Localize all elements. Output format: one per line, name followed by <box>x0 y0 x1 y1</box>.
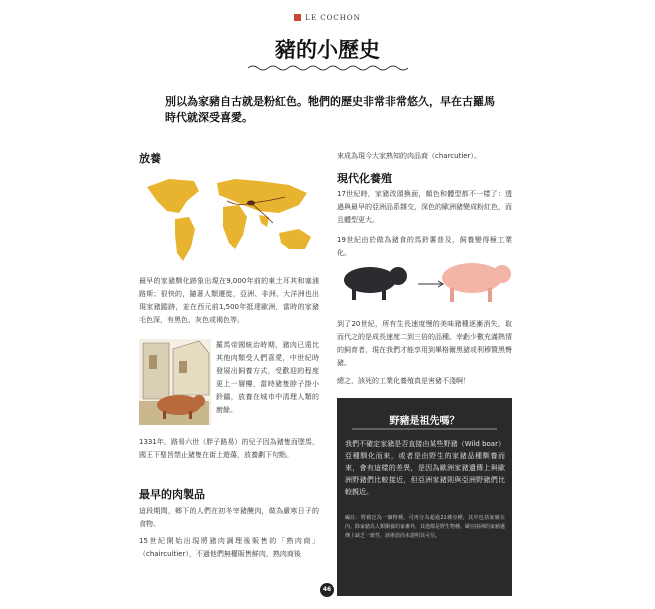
page-number: 46 <box>320 583 334 597</box>
pig-breeds-illustration <box>334 254 512 310</box>
modern-paragraph-2: 19世紀由於做為豬食的馬鈴薯普及，飼養變得極工業化。 <box>337 236 512 257</box>
column2-continuation: 來成為現今大家熟知的肉品商（charcutier）。 <box>337 152 481 160</box>
world-map-illustration <box>139 173 319 265</box>
brand-name: LE COCHON <box>305 14 361 22</box>
section-heading-meat: 最早的肉製品 <box>139 488 205 501</box>
lead-paragraph: 別以為家豬自古就是粉紅色。牠們的歷史非常非常悠久，早在古羅馬時代就深受喜愛。 <box>165 95 495 124</box>
domestication-paragraph-3: 1331年，路易六世（胖子路易）的兒子因為豬隻而墜馬，國王下聖旨禁止豬隻在街上遊蕩，放養劃下句點。 <box>139 438 319 459</box>
section-heading-domestication: 放養 <box>139 152 161 165</box>
domestication-paragraph-1: 最早的家豬馴化跡象出現在9,000年前的東土耳其和塞浦路斯；很快的，隨著人類遷徙，亞洲、非洲、大洋洲也出現家豬蹤跡，並在西元前1,500年抵達歐洲，當時的家豬毛色深，有黑色、灰色或褐色等。 <box>139 277 319 324</box>
sidebar-box-divider <box>352 428 497 430</box>
modern-paragraph-4: 總之，該死的工業化養殖真是害豬不淺啊！ <box>337 377 470 385</box>
brand-header <box>0 14 655 22</box>
brand-logo-icon <box>294 14 301 21</box>
page-title: 豬的小歷史 <box>275 38 380 62</box>
section-heading-modern: 現代化養殖 <box>337 172 392 185</box>
medieval-pig-illustration <box>139 339 211 425</box>
title-wave-divider <box>248 64 408 72</box>
sidebar-box-title: 野豬是祖先嗎？ <box>389 416 460 427</box>
modern-paragraph-3: 到了20世紀，所有生長速度慢的美味豬種逐漸消失，取而代之的是成長速度二到三倍的品種。幸虧少數充滿熱情的飼育者，現在我們才能享用到畢格爾黑豬或利穆贊黑臀豬。 <box>337 320 512 367</box>
domestication-paragraph-2: 羅馬帝國統治時期，豬肉已遠比其他肉類受人們喜愛，中世紀時發展出飼養方式，受歡迎的程度更上一層樓，當時豬隻脖子掛小鈴鐺，放養在城市中清理人類的廚餘。 <box>216 341 319 414</box>
meat-paragraph-2: 15世紀開始出現將豬肉調理後販售的「熟肉商」（chaircuitier），不過他們無權販售鮮肉，熟肉商後 <box>139 537 319 558</box>
modern-paragraph-1: 17世紀時，家豬改頭換面，顏色和體型都不一樣了：透過與最早的亞洲品系雜交，深色的歐洲豬變成粉紅色，而且體型更大。 <box>337 190 512 224</box>
meat-paragraph-1: 這段期間，鄉下的人們在初冬宰豬醃肉，做為嚴寒日子的食物。 <box>139 507 319 528</box>
sidebar-box-text: 我們不確定家豬是否直接由某些野豬（Wild boar）亞種馴化而來，或者是由野生的家豬品種馴養而來，會有這樣的差異，是因為歐洲家豬遺傳上與歐洲野豬們比較接近，但亞洲家豬則與亞洲野豬們比較親近。 <box>345 440 505 496</box>
sidebar-box-note: 編註：野豬泛為一個物種，可再分為超過21種亞種，其中包括家豬在內。除家豬為人類馴養的家畜外，其他都是野生物種，歐亞兩洲的家豬遺傳上缺乏一致性，該術語尚未證明其可信。 <box>345 515 506 539</box>
